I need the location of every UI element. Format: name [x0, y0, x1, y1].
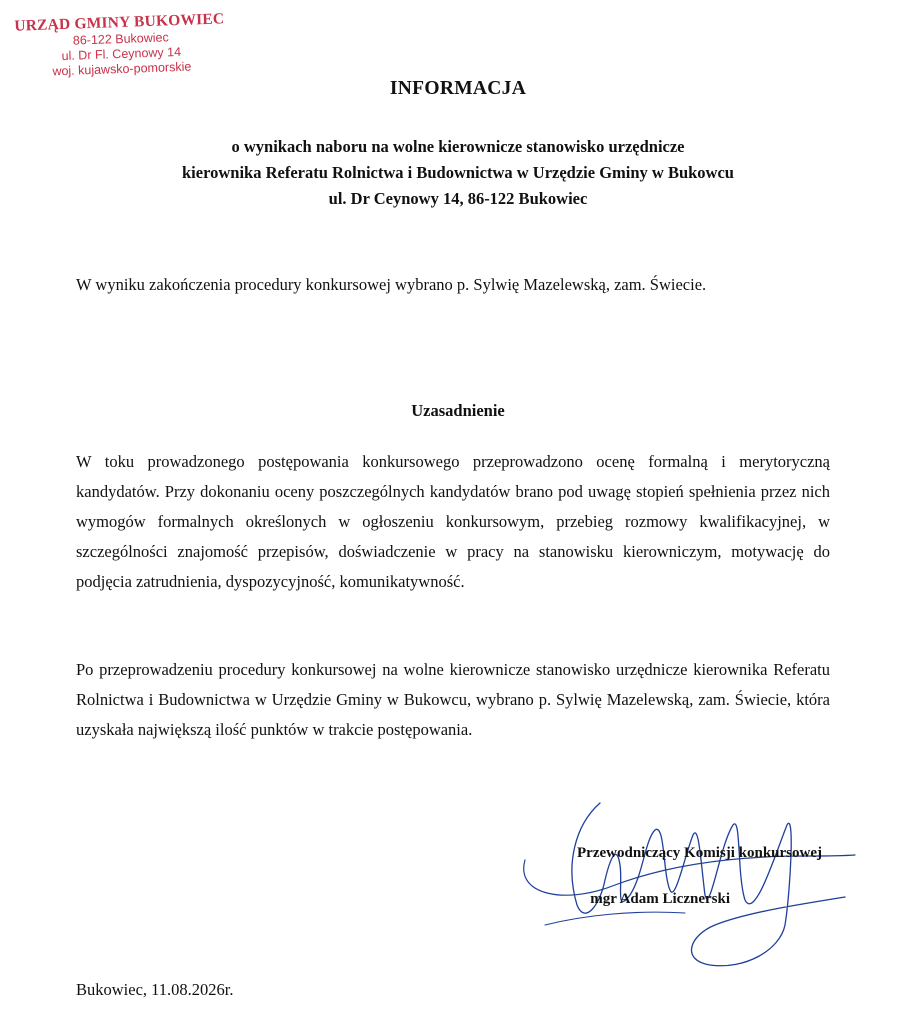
justification-paragraph: Po przeprowadzeniu procedury konkursowej na wolne kierownicze stanowisko urzędnicze kierownika Referatu Rolnictwa i Budownictwa w Urzędzie Gminy w Bukowcu, wybrano p. Sylwię Mazelewską, zam. Świecie, która uzyskała największą ilość punktów w trakcie postępowania. — [76, 660, 830, 739]
office-stamp — [6, 10, 248, 81]
justification-heading: Uzasadnienie — [411, 401, 505, 420]
signer-name: mgr Adam Licznerski — [590, 891, 730, 907]
stamp-postal-line: 86-122 Bukowiec — [72, 30, 169, 48]
justification-paragraph: W toku prowadzonego postępowania konkursowego przeprowadzono ocenę formalną i merytoryczną kandydatów. Przy dokonaniu oceny poszczególnych kandydatów brano pod uwagę stopień spełnienia przez nich wymogów formalnych określonych w ogłoszeniu konkursowym, przebieg rozmowy kwalifikacyjnej, w szczególności znajomość przepisów, doświadczenie w pracy na stanowisku kierowniczym, motywację do podjęcia zatrudnienia, dyspozycyjność, komunikatywność. — [76, 452, 830, 591]
subtitle-line: kierownika Referatu Rolnictwa i Budownictwa w Urzędzie Gminy w Bukowcu — [182, 163, 734, 182]
stamp-title: URZĄD GMINY BUKOWIEC — [13, 10, 225, 35]
handwritten-signature — [505, 785, 865, 975]
stamp-street-line: ul. Dr Fl. Ceynowy 14 — [61, 44, 182, 64]
place-and-date: Bukowiec, 11.08.2026r. — [76, 980, 234, 999]
subtitle-line: o wynikach naboru na wolne kierownicze stanowisko urzędnicze — [231, 137, 685, 156]
document-title: INFORMACJA — [389, 78, 527, 99]
stamp-region-line: woj. kujawsko-pomorskie — [52, 59, 192, 79]
committee-chair-title: Przewodniczący Komisji konkursowej — [577, 845, 822, 861]
result-paragraph: W wyniku zakończenia procedury konkursowej wybrano p. Sylwię Mazelewską, zam. Świecie. — [76, 275, 707, 294]
document-subtitle — [0, 134, 900, 212]
subtitle-line: ul. Dr Ceynowy 14, 86-122 Bukowiec — [328, 189, 588, 208]
